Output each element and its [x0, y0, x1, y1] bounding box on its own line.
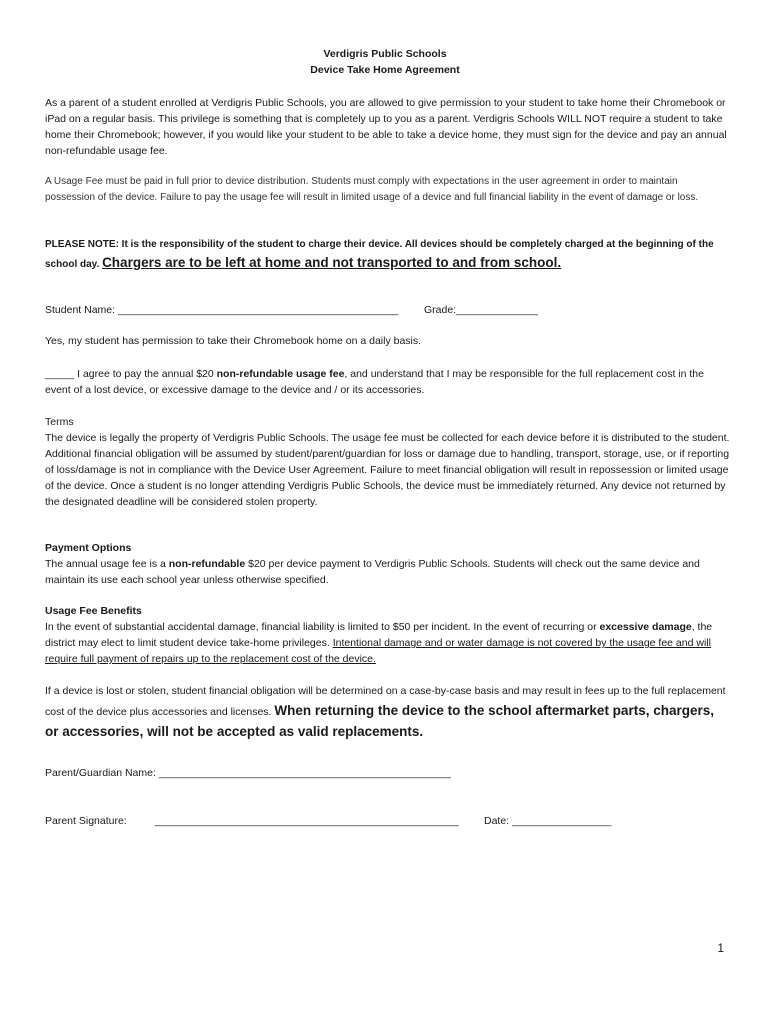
- agree-prefix: _____ I agree to pay the annual $20: [45, 368, 217, 380]
- payment-options-heading: Payment Options: [45, 542, 132, 554]
- student-name-field[interactable]: Student Name: ________________________________________________: [45, 304, 399, 316]
- grade-field[interactable]: Grade:______________: [424, 304, 538, 316]
- benefits-prefix: In the event of substantial accidental damage, financial liability is limited to $50 per incident. In the event of recurring or: [45, 621, 600, 633]
- payment-suffix: $20 per device payment to Verdigris Public Schools. Students will check out the same device and maintain its use each school year unless otherwise specified.: [45, 558, 700, 586]
- signature-label: Parent Signature:: [45, 815, 127, 827]
- agree-statement: [45, 366, 730, 398]
- please-note-text: PLEASE NOTE: It is the responsibility of the student to charge their device. All devices should be completely charged at the beginning of the school day.: [45, 239, 714, 270]
- terms-heading: Terms: [45, 416, 74, 428]
- usage-fee-paragraph: A Usage Fee must be paid in full prior to device distribution. Students must comply with expectations in the user agreement in order to maintain possession of the device. Failure to pay the usage fee will result in limited usage of a device and full financial liability in the event of damage or loss.: [45, 176, 699, 203]
- please-note-paragraph: [45, 236, 730, 274]
- date-field[interactable]: Date: _________________: [484, 815, 612, 827]
- payment-bold: non-refundable: [168, 558, 246, 570]
- benefits-bold: excessive damage: [599, 621, 692, 633]
- intro-paragraph: As a parent of a student enrolled at Verdigris Public Schools, you are allowed to give permission to your student to take home their Chromebook or iPad on a regular basis. This privilege is something that is completely up to you as a parent. Verdigris Schools WILL NOT require a student to take home their Chromebook; however, if you would like your student to be able to take a device home, they must sign for the device and pay an annual non-refundable usage fee.: [45, 97, 727, 157]
- agree-suffix: , and understand that I may be responsible for the full replacement cost in the event of a lost device, or excessive damage to the device and / or its accessories.: [45, 368, 704, 396]
- benefits-middle: , the district may elect to limit student device take-home privileges.: [45, 621, 713, 649]
- usage-fee-benefits-body: [45, 619, 730, 667]
- lost-device-text: If a device is lost or stolen, student financial obligation will be determined on a case-by-case basis and may result in fees up to the full replacement cost of the device plus accessories and licenses.: [45, 685, 726, 718]
- document-title: Device Take Home Agreement: [310, 64, 460, 76]
- lost-device-paragraph: [45, 682, 730, 743]
- signature-line[interactable]: ____________________________________________________: [155, 815, 459, 827]
- district-name: Verdigris Public Schools: [323, 48, 447, 60]
- benefits-underlined: Intentional damage and or water damage is not covered by the usage fee and will require full payment of repairs up to the replacement cost of the device.: [45, 637, 711, 665]
- agree-bold: non-refundable usage fee: [216, 368, 345, 380]
- chargers-notice: Chargers are to be left at home and not transported to and from school.: [102, 255, 562, 270]
- terms-section: [45, 414, 730, 510]
- usage-fee-benefits-section: [45, 603, 730, 667]
- payment-options-body: [45, 556, 730, 588]
- payment-prefix: The annual usage fee is a: [45, 558, 169, 570]
- guardian-name-field[interactable]: Parent/Guardian Name: __________________________________________________: [45, 767, 451, 779]
- usage-fee-benefits-heading: Usage Fee Benefits: [45, 605, 142, 617]
- permission-statement: Yes, my student has permission to take their Chromebook home on a daily basis.: [45, 335, 422, 347]
- page-number: 1: [717, 941, 724, 955]
- payment-options-section: [45, 540, 730, 588]
- terms-body: The device is legally the property of Verdigris Public Schools. The usage fee must be collected for each device before it is distributed to the student. Additional financial obligation will be assumed by student/parent/guardian for loss or damage due to handling, transport, storage, use, or if reporting of loss/damage is not in compliance with the Device User Agreement. Failure to meet financial obligation will result in repossession or limited usage of the device. Once a student is no longer attending Verdigris Public Schools, the device must be immediately returned. Any device not returned by the designated deadline will be considered stolen property.: [45, 432, 730, 508]
- return-device-notice: When returning the device to the school aftermarket parts, chargers, or accessories, will not be accepted as valid replacements.: [45, 703, 714, 739]
